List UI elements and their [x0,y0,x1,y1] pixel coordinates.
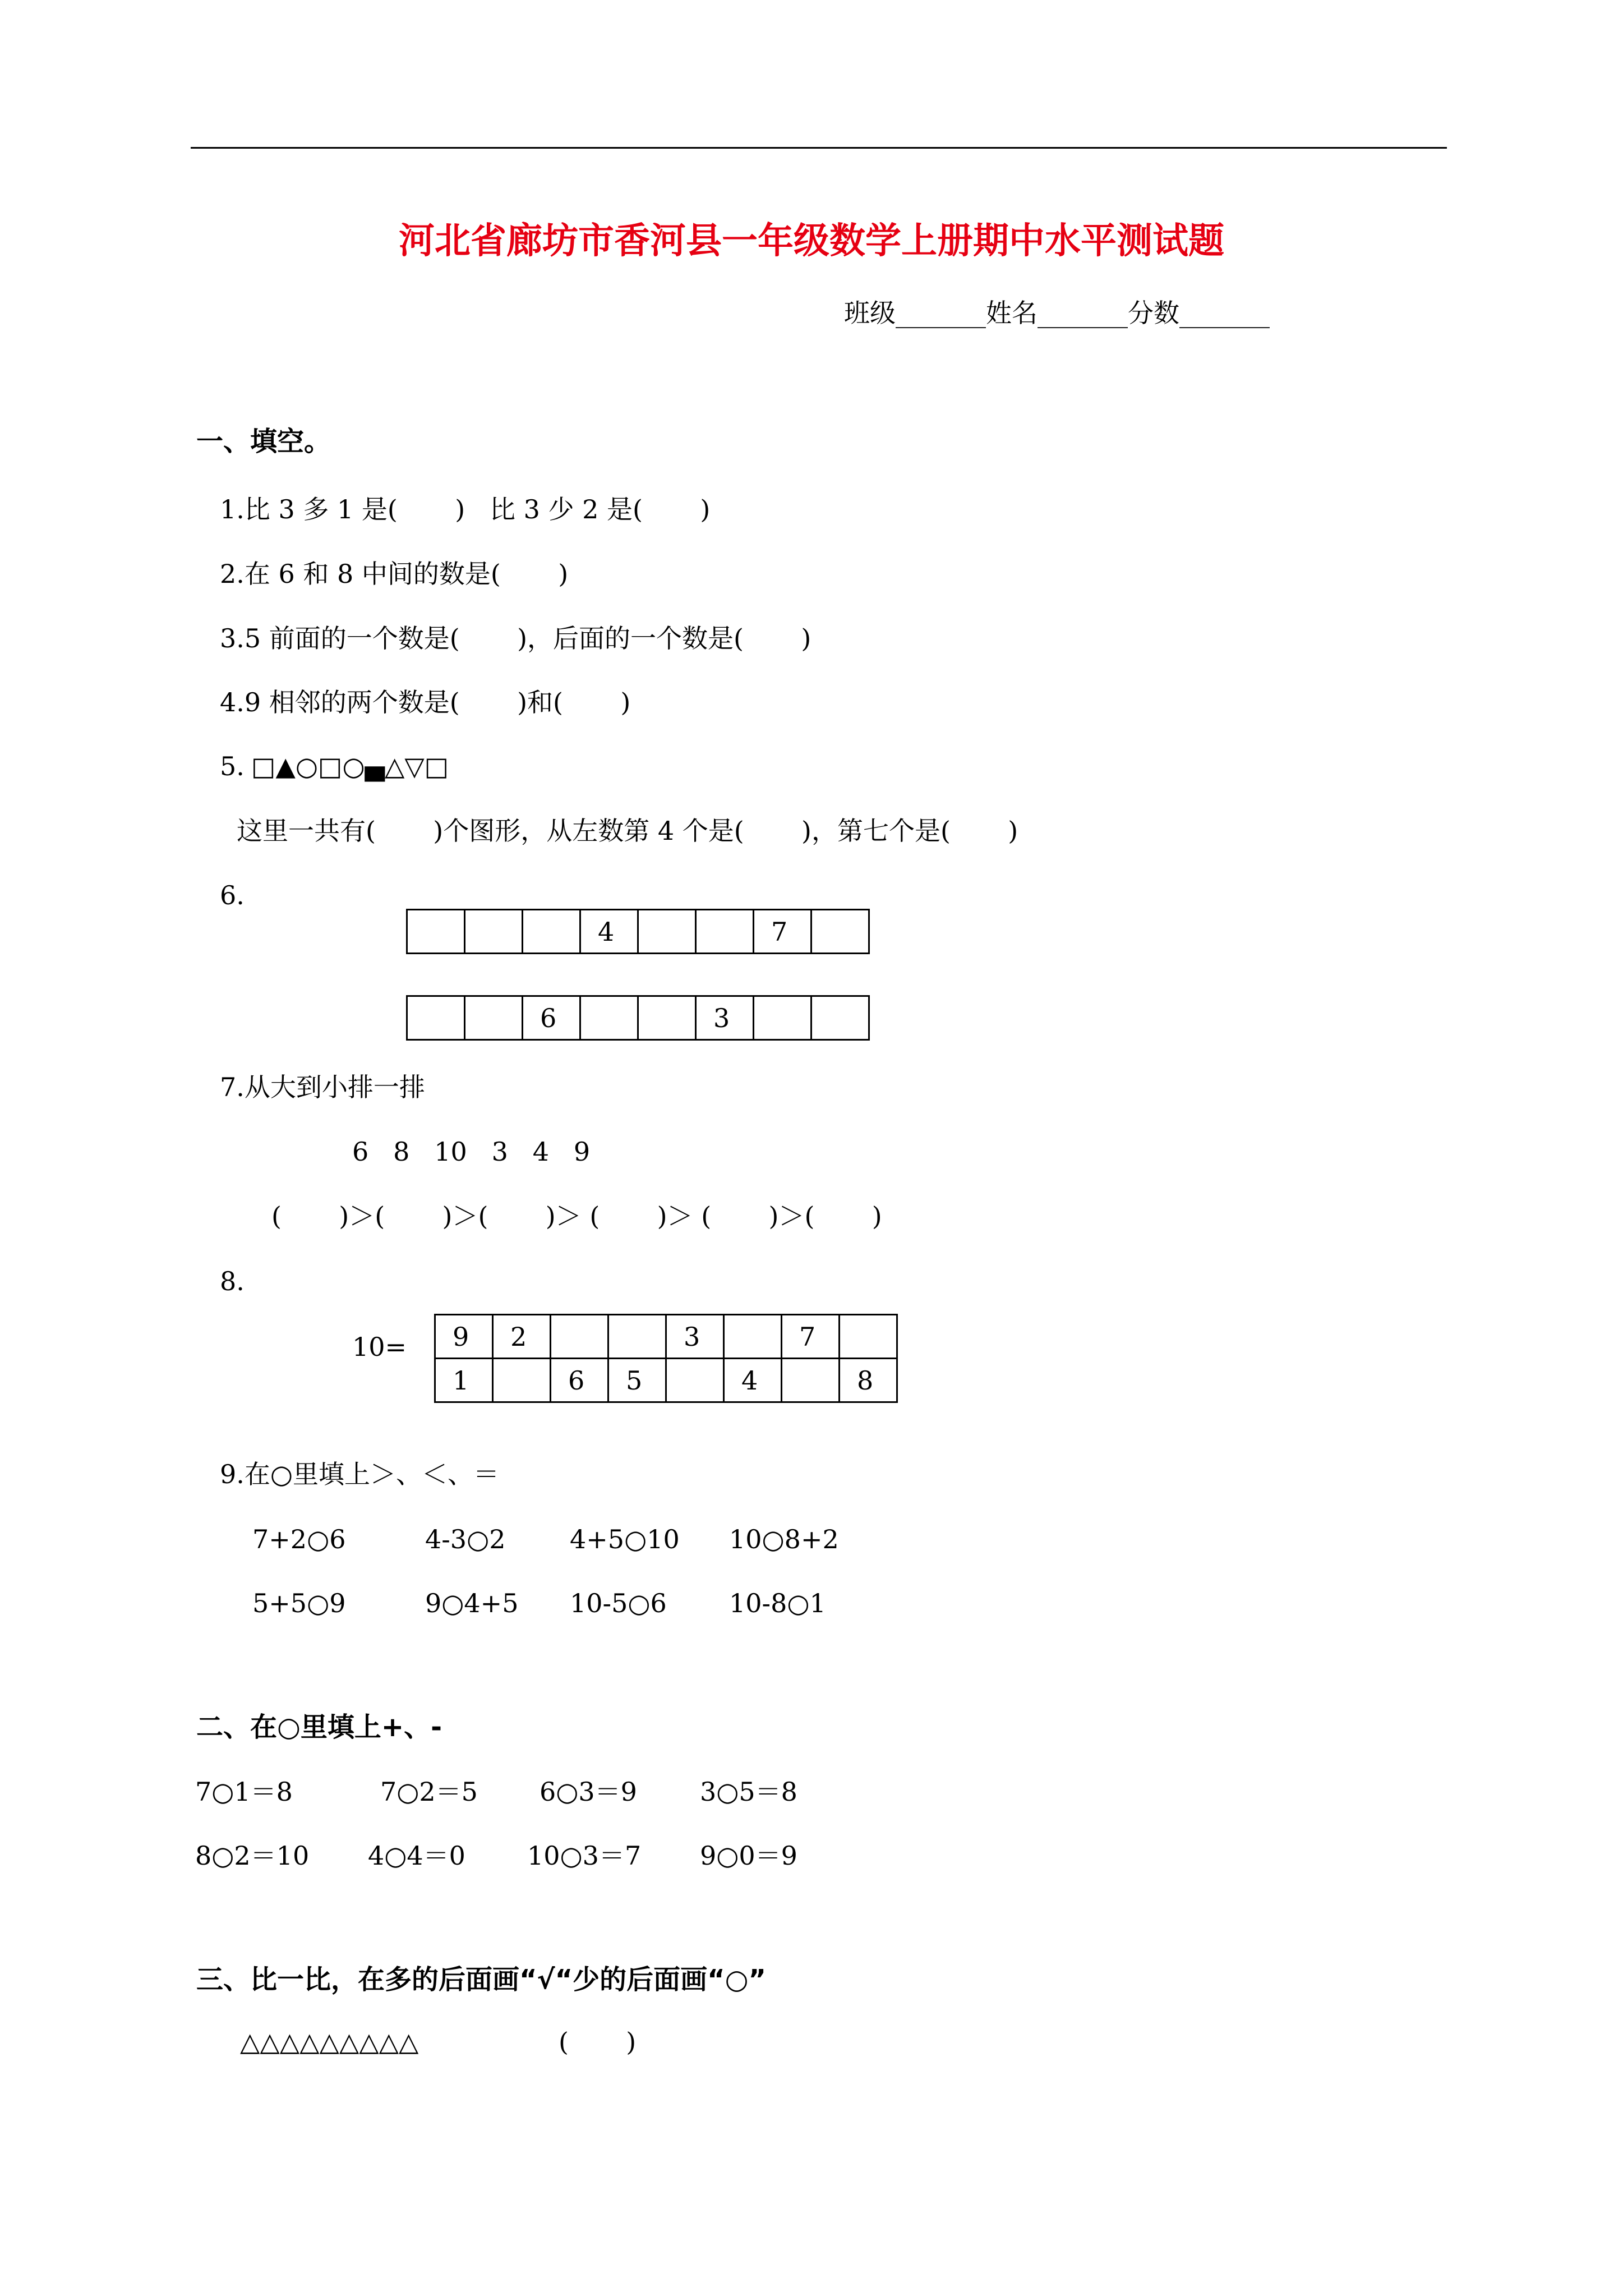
grid-cell[interactable] [580,996,638,1040]
number-grid-row-2 [406,995,870,1041]
operator-item: 7○1＝8 [195,1777,293,1807]
page-title: 河北省廊坊市香河县一年级数学上册期中水平测试题 [399,220,1224,262]
operator-item: 6○3＝9 [540,1777,637,1807]
header-rule [191,147,1447,149]
grid-cell[interactable]: 4 [580,910,638,954]
grid-cell[interactable] [696,910,754,954]
grid-cell[interactable]: 6 [523,996,580,1040]
grid-cell[interactable] [782,1359,840,1402]
question-5-shapes: □▲○□○▄△▽□ [251,751,449,781]
question-5-text: 这里一共有( )个图形，从左数第 4 个是( )，第七个是( ) [237,816,1018,846]
comparison-item: 10-8○1 [729,1588,826,1618]
grid-cell[interactable]: 8 [840,1359,897,1402]
operator-item: 3○5＝8 [700,1777,797,1807]
operator-item: 8○2＝10 [195,1841,310,1871]
grid-cell[interactable] [493,1359,551,1402]
grid-cell[interactable]: 5 [608,1359,666,1402]
operator-item: 9○0＝9 [700,1841,797,1871]
grid-cell[interactable] [811,996,869,1040]
grid-cell[interactable] [465,996,523,1040]
comparison-item: 10-5○6 [570,1588,667,1618]
grid-cell[interactable]: 3 [666,1315,724,1359]
grid-cell[interactable]: 9 [435,1315,493,1359]
answer-blank[interactable]: ( ) [559,2027,637,2057]
grid-cell[interactable] [811,910,869,954]
operator-item: 10○3＝7 [527,1841,642,1871]
comparison-item: 4+5○10 [570,1524,680,1554]
question-8-prefix: 10= [352,1332,407,1362]
comparison-item: 10○8+2 [729,1524,839,1554]
grid-cell[interactable] [608,1315,666,1359]
question-5-label: 5. [220,751,245,781]
question-9-label: 9.在○里填上＞、＜、＝ [220,1459,500,1489]
grid-cell[interactable]: 1 [435,1359,493,1402]
grid-cell[interactable] [638,996,696,1040]
decomposition-grid [434,1314,898,1403]
grid-cell[interactable] [407,910,465,954]
number-grid-row-1 [406,909,870,954]
grid-cell[interactable]: 2 [493,1315,551,1359]
question-1: 1.比 3 多 1 是( ) 比 3 少 2 是( ) [220,494,711,524]
question-7-blanks: ( )＞( )＞( )＞ ( )＞ ( )＞( ) [271,1201,882,1231]
question-6-label: 6. [220,880,245,910]
comparison-item: 7+2○6 [252,1524,346,1554]
question-3: 3.5 前面的一个数是( )，后面的一个数是( ) [220,623,811,654]
grid-cell[interactable]: 7 [754,910,811,954]
grid-cell[interactable] [754,996,811,1040]
grid-cell[interactable] [551,1315,608,1359]
question-7-numbers: 6 8 10 3 4 9 [352,1137,591,1167]
triangle-row: △△△△△△△△△ [240,2027,419,2057]
operator-item: 4○4＝0 [368,1841,465,1871]
section3-heading: 三、比一比，在多的后面画“√“少的后面画“○” [196,1964,767,1995]
operator-item: 7○2＝5 [380,1777,478,1807]
grid-cell[interactable] [724,1315,782,1359]
grid-cell[interactable]: 7 [782,1315,840,1359]
student-info-line: 班级_______姓名_______分数_______ [844,298,1270,328]
grid-cell[interactable] [666,1359,724,1402]
comparison-item: 5+5○9 [252,1588,346,1618]
section2-heading: 二、在○里填上+、- [196,1711,442,1743]
grid-cell[interactable]: 4 [724,1359,782,1402]
grid-cell[interactable]: 6 [551,1359,608,1402]
grid-cell[interactable] [523,910,580,954]
comparison-item: 4-3○2 [425,1524,506,1554]
section1-heading: 一、填空。 [196,426,331,457]
grid-cell[interactable] [840,1315,897,1359]
grid-cell[interactable] [465,910,523,954]
question-2: 2.在 6 和 8 中间的数是( ) [220,559,569,589]
question-8-label: 8. [220,1266,245,1296]
comparison-item: 9○4+5 [425,1588,519,1618]
grid-cell[interactable] [407,996,465,1040]
grid-cell[interactable]: 3 [696,996,754,1040]
question-7-label: 7.从大到小排一排 [220,1072,425,1102]
grid-cell[interactable] [638,910,696,954]
question-4: 4.9 相邻的两个数是( )和( ) [220,687,631,717]
